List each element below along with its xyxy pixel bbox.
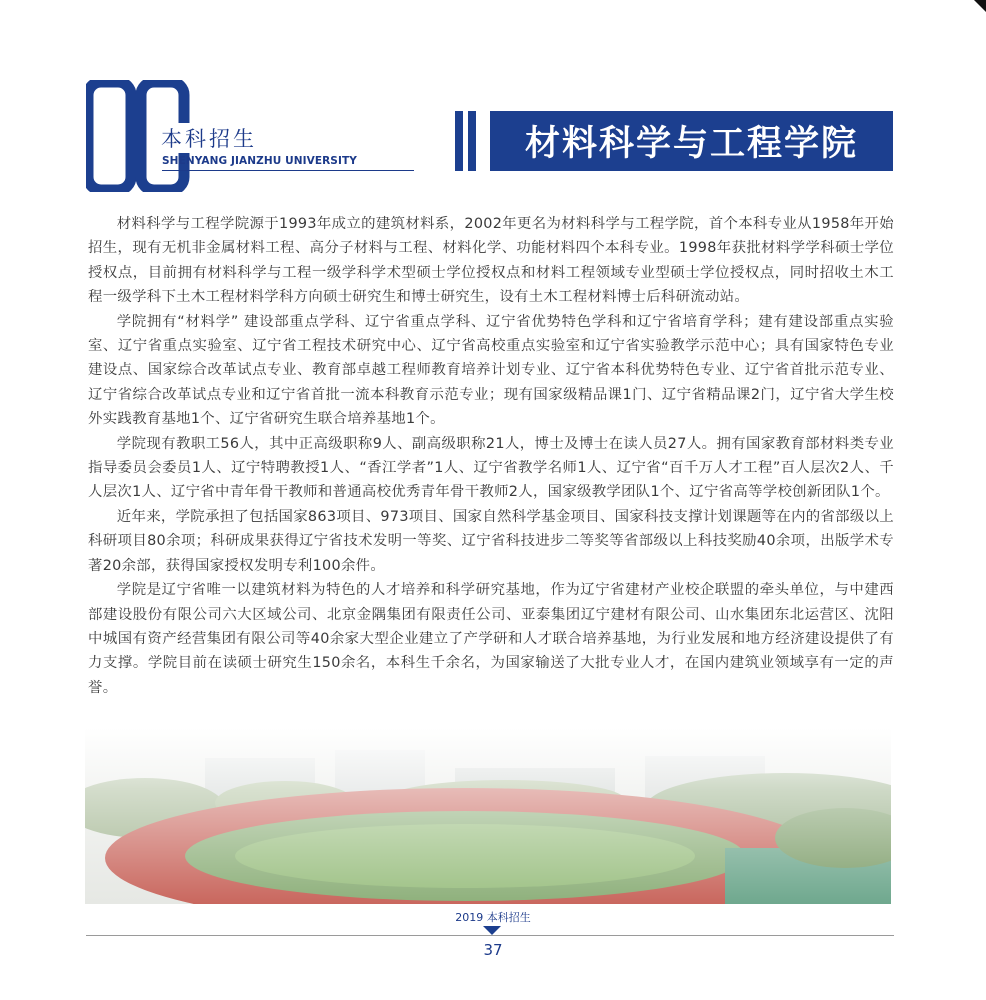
triangle-down-icon: [483, 926, 501, 935]
section-title: 材料科学与工程学院: [524, 124, 858, 164]
paragraph: 学院拥有“材料学” 建设部重点学科、辽宁省重点学科、辽宁省优势特色学科和辽宁省培育学科；建有建设部重点实验室、辽宁省重点实验室、辽宁省工程技术研究中心、辽宁省高校重点实验室和辽宁省实验教学示范中心；具有国家特色专业建设点、国家综合改革试点专业、教育部卓越工程师教育培养计划专业、辽宁省本科优势特色专业、辽宁省首批示范专业、辽宁省综合改革试点专业和辽宁省首批一流本科教育示范专业；现有国家级精品课1门、辽宁省精品课2门，辽宁省大学生校外实践教育基地1个、辽宁省研究生联合培养基地1个。: [88, 313, 894, 428]
banner-accent-bar: [455, 111, 463, 171]
banner-accent-bar: [468, 111, 476, 171]
paragraph: 学院是辽宁省唯一以建筑材料为特色的人才培养和科学研究基地，作为辽宁省建材产业校企联盟的牵头单位，与中建西部建设股份有限公司六大区域公司、北京金隅集团有限责任公司、亚泰集团辽宁建材有限公司、山水集团东北运营区、沈阳中城国有资产经营集团有限公司等40余家大型企业建立了产学研和人才联合培养基地，为行业发展和地方经济建设提供了有力支撑。学院目前在读硕士研究生150余名，本科生千余名，为国家输送了大批专业人才，在国内建筑业领域享有一定的声誉。: [88, 582, 894, 696]
page-number: 37: [483, 941, 503, 959]
campus-stadium-photo: [85, 728, 891, 904]
paragraph: 学院现有教职工56人，其中正高级职称9人、副高级职称21人，博士及博士在读人员27人。拥有国家教育部材料类专业指导委员会委员1人、辽宁特聘教授1人、“香江学者”1人、辽宁省教学名师1人、辽宁省“百千万人才工程”百人层次2人、千人层次1人、辽宁省中青年骨干教师和普通高校优秀青年骨干教师2人，国家级教学团队1个、辽宁省高等学校创新团队1个。: [88, 435, 894, 501]
brochure-logo: [86, 80, 406, 192]
paragraph: 近年来，学院承担了包括国家863项目、973项目、国家自然科学基金项目、国家科技支撑计划课题等在内的省部级以上科研项目80余项；科研成果获得辽宁省技术发明一等奖、辽宁省科技进步二等奖等省部级以上科技奖励40余项，出版学术专著20余部，获得国家授权发明专利100余件。: [88, 508, 894, 574]
logo-underline: [162, 170, 414, 171]
section-banner: [490, 111, 893, 171]
logo-title: 本科招生: [158, 123, 260, 153]
footer-label: 2019 本科招生: [455, 911, 531, 924]
footer-divider: [86, 935, 894, 936]
article-body: [88, 212, 894, 700]
paragraph: 材料科学与工程学院源于1993年成立的建筑材料系，2002年更名为材料科学与工程学院，首个本科专业从1958年开始招生，现有无机非金属材料工程、高分子材料与工程、材料化学、功能材料四个本科专业。1998年获批材料学学科硕士学位授权点，目前拥有材料科学与工程一级学科学术型硕士学位授权点和材料工程领域专业型硕士学位授权点，同时招收土木工程一级学科下土木工程材料学科方向硕士研究生和博士研究生，设有土木工程材料博士后科研流动站。: [88, 216, 894, 306]
corner-mark: [974, 0, 986, 12]
logo-subtitle: SHENYANG JIANZHU UNIVERSITY: [162, 155, 357, 167]
